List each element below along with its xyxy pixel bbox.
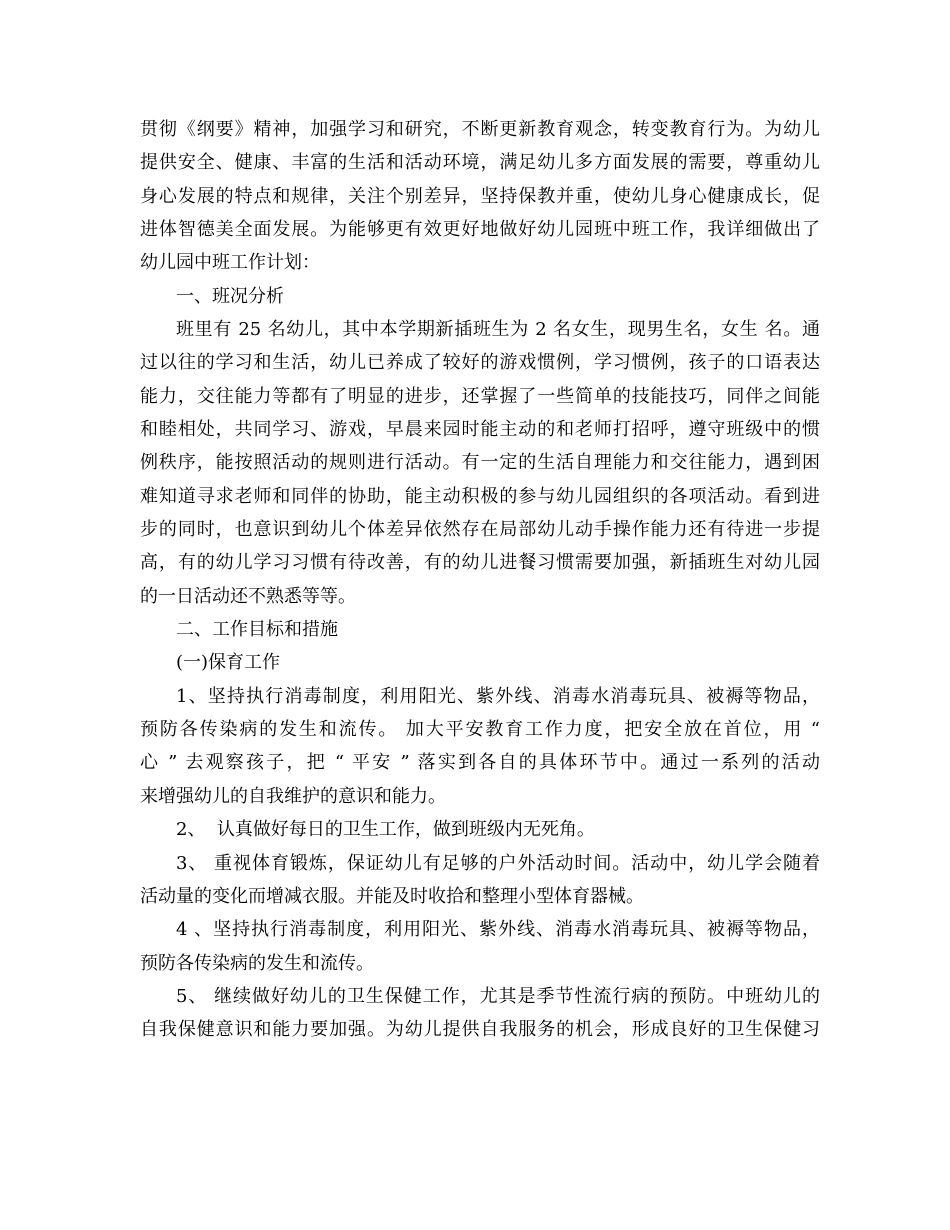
paragraph-line: 幼儿园中班工作计划： (140, 252, 320, 273)
paragraph-line: 1、坚持执行消毒制度，利用阳光、紫外线、消毒水消毒玩具、被褥等物品， (176, 686, 820, 707)
paragraph-line: 贯彻《纲要》精神，加强学习和研究，不断更新教育观念，转变教育行为。为幼儿 (140, 119, 820, 140)
paragraph-line: 难知道寻求老师和同伴的协助，能主动积极的参与幼儿园组织的各项活动。看到进 (140, 486, 820, 507)
paragraph-line: 进体智德美全面发展。为能够更有效更好地做好幼儿园班中班工作，我详细做出了 (140, 219, 820, 240)
paragraph-line: 例秩序，能按照活动的规则进行活动。有一定的生活自理能力和交往能力，遇到困 (140, 452, 820, 473)
paragraph-line: 5、 继续做好幼儿的卫生保健工作，尤其是季节性流行病的预防。中班幼儿的 (176, 986, 820, 1007)
paragraph-line: 和睦相处，共同学习、游戏，早晨来园时能主动的和老师打招呼，遵守班级中的惯 (140, 419, 820, 440)
paragraph-line: 高，有的幼儿学习习惯有待改善，有的幼儿进餐习惯需要加强，新插班生对幼儿园 (140, 552, 820, 573)
paragraph-line: 过以往的学习和生活，幼儿已养成了较好的游戏惯例，学习惯例，孩子的口语表达 (140, 352, 820, 373)
paragraph-line: 预防各传染病的发生和流传。 (140, 953, 374, 974)
paragraph-line: 的一日活动还不熟悉等等。 (140, 586, 356, 607)
paragraph-line: 提供安全、健康、丰富的生活和活动环境，满足幼儿多方面发展的需要，尊重幼儿 (140, 152, 820, 173)
paragraph-line: 4 、坚持执行消毒制度，利用阳光、紫外线、消毒水消毒玩具、被褥等物品， (176, 919, 820, 940)
paragraph-line: 自我保健意识和能力要加强。为幼儿提供自我服务的机会，形成良好的卫生保健习 (140, 1019, 820, 1040)
subsection-heading: (一)保育工作 (176, 652, 281, 673)
paragraph-line: 步的同时，也意识到幼儿个体差异依然存在局部幼儿动手操作能力还有待进一步提 (140, 519, 820, 540)
paragraph-line: 心 ” 去观察孩子，把 “ 平安 ” 落实到各自的具体环节中。通过一系列的活动 (140, 752, 820, 773)
paragraph-line: 2、 认真做好每日的卫生工作，做到班级内无死角。 (176, 819, 595, 840)
paragraph-line: 预防各传染病的发生和流传。 加大平安教育工作力度，把安全放在首位，用 “ (140, 719, 820, 740)
section-heading: 二、工作目标和措施 (176, 619, 338, 640)
paragraph-line: 身心发展的特点和规律，关注个别差异，坚持保教并重，使幼儿身心健康成长，促 (140, 186, 820, 207)
paragraph-line: 班里有 25 名幼儿，其中本学期新插班生为 2 名女生，现男生名，女生 名。通 (176, 319, 820, 340)
paragraph-line: 3、 重视体育锻炼，保证幼儿有足够的户外活动时间。活动中，幼儿学会随着 (176, 853, 820, 874)
paragraph-line: 能力，交往能力等都有了明显的进步，还掌握了一些简单的技能技巧，同伴之间能 (140, 386, 820, 407)
section-heading: 一、班况分析 (176, 286, 284, 307)
paragraph-line: 来增强幼儿的自我维护的意识和能力。 (140, 786, 446, 807)
paragraph-line: 活动量的变化而增减衣服。并能及时收拾和整理小型体育器械。 (140, 886, 644, 907)
